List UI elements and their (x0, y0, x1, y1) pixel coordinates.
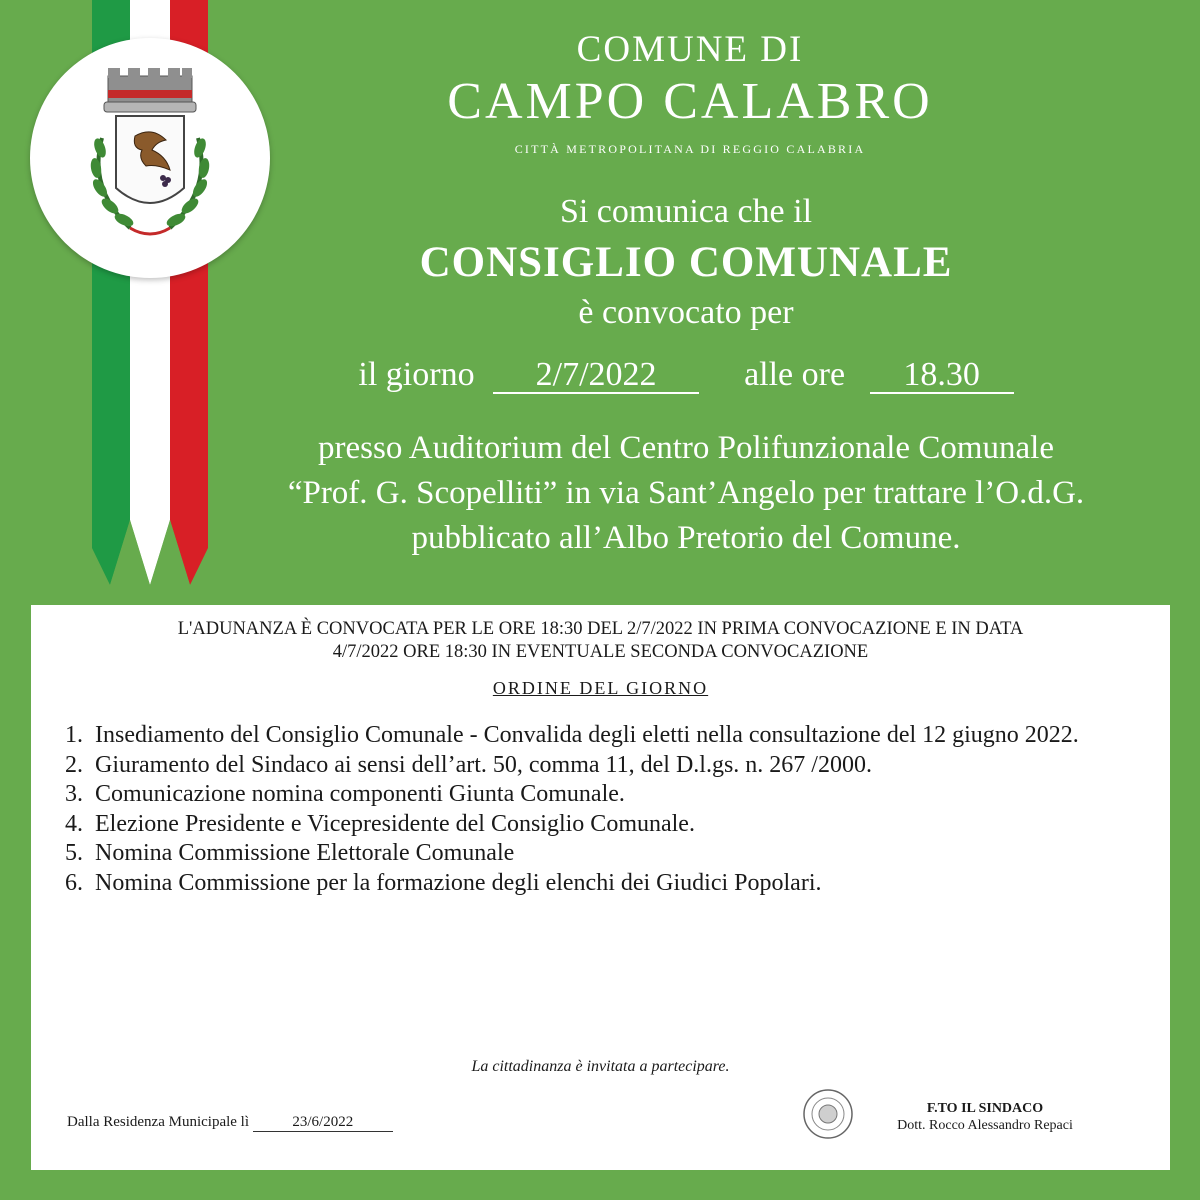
place-line: presso Auditorium del Centro Polifunzionale Comunale (318, 430, 1054, 466)
announcement-intro: Si comunica che il (559, 193, 813, 230)
odg-item-text: Elezione Presidente e Vicepresidente del Consiglio Comunale. (95, 810, 695, 837)
odg-item-number: 4. (65, 810, 83, 837)
adunanza-notice (31, 618, 1170, 664)
odg-item-number: 3. (65, 781, 83, 807)
adunanza-line: 4/7/2022 ORE 18:30 IN EVENTUALE SECONDA CONVOCAZIONE (332, 642, 869, 662)
odg-title (31, 678, 1170, 699)
residenza-date: 23/6/2022 (253, 1114, 393, 1132)
sindaco-title: F.TO IL SINDACO (926, 1101, 1044, 1116)
odg-item-number: 2. (65, 751, 83, 778)
odg-item (65, 780, 1145, 810)
metropolitan-city-subtitle: CITTÀ METROPOLITANA DI REGGIO CALABRIA (514, 142, 866, 156)
odg-item-text: Nomina Commissione per la formazione degli elenchi dei Giudici Popolari. (95, 869, 822, 896)
giorno-label: il giorno (358, 356, 475, 393)
residenza-line (67, 1114, 393, 1132)
convocato-line: è convocato per (578, 294, 794, 331)
odg-list (65, 721, 1145, 898)
date-time-line (186, 356, 1186, 394)
comune-di-heading: COMUNE DI (576, 29, 804, 70)
place-line: pubblicato all’Albo Pretorio del Comune. (411, 520, 961, 556)
odg-item-number: 6. (65, 869, 83, 896)
odg-item-text: Nomina Commissione Elettorale Comunale (95, 840, 515, 866)
odg-item-number: 5. (65, 840, 83, 866)
odg-item (65, 810, 1145, 840)
odg-item (65, 839, 1145, 869)
sindaco-signature (880, 1100, 1090, 1134)
place-line: “Prof. G. Scopelliti” in via Sant’Angelo per trattare l’O.d.G. (287, 475, 1085, 511)
official-stamp-icon (802, 1088, 854, 1140)
consiglio-comunale-heading: CONSIGLIO COMUNALE (419, 239, 953, 286)
meeting-place (186, 426, 1186, 561)
agenda-panel (31, 605, 1170, 1170)
odg-item-text: Comunicazione nomina componenti Giunta Comunale. (95, 781, 625, 807)
ore-label: alle ore (744, 356, 846, 393)
adunanza-line: L'ADUNANZA È CONVOCATA PER LE ORE 18:30 DEL 2/7/2022 IN PRIMA CONVOCAZIONE E IN DATA (177, 619, 1024, 639)
odg-item (65, 869, 1145, 899)
odg-item (65, 751, 1145, 781)
invitation-text: La cittadinanza è invitata a partecipare. (471, 1058, 730, 1075)
meeting-time: 18.30 (870, 358, 1014, 394)
sindaco-name: Dott. Rocco Alessandro Repaci (897, 1118, 1073, 1133)
odg-item-number: 1. (65, 722, 83, 748)
meeting-date: 2/7/2022 (493, 358, 699, 394)
odg-item (65, 721, 1145, 751)
residenza-label: Dalla Residenza Municipale lì (67, 1114, 250, 1130)
odg-item-text: Insediamento del Consiglio Comunale - Convalida degli eletti nella consultazione del 12 giugno 2022. (95, 722, 1079, 748)
odg-item-text: Giuramento del Sindaco ai sensi dell’art. 50, comma 11, del D.l.gs. n. 267 /2000. (95, 751, 872, 778)
town-name: CAMPO CALABRO (447, 73, 933, 130)
odg-title-text: ORDINE DEL GIORNO (492, 678, 709, 698)
